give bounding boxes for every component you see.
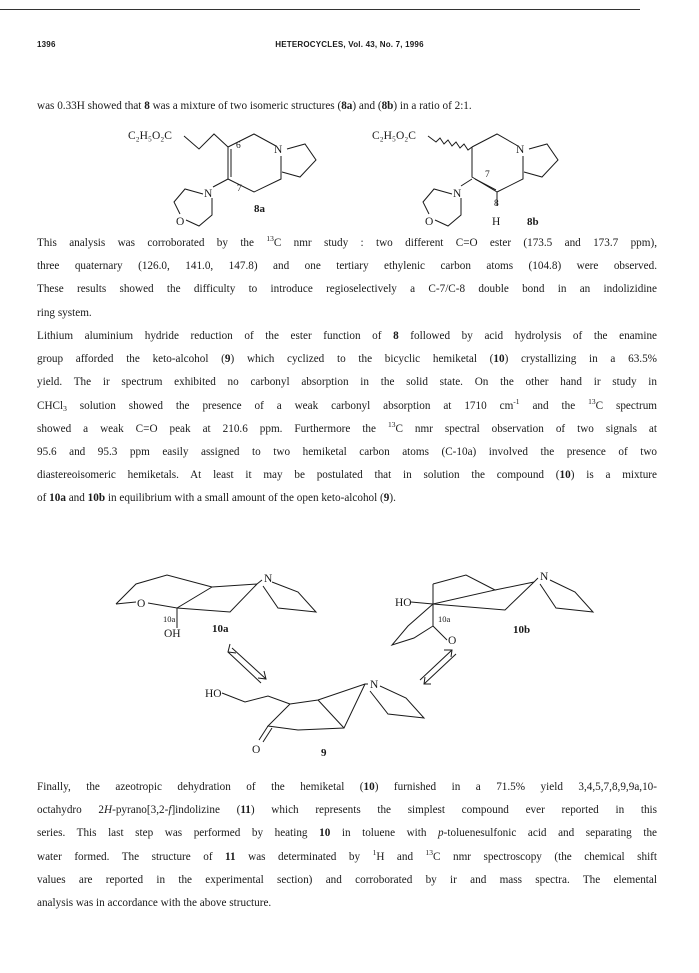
paragraph-2 xyxy=(37,232,657,325)
structure-8a xyxy=(128,130,316,228)
equilibrium-arrow-left xyxy=(228,644,266,683)
para3-line-1: Lithium aluminium hydride reduction of the ester function of 8 followed by acid hydrolysis of the enamine xyxy=(37,330,658,342)
structure-9 xyxy=(205,679,424,759)
para2-line-3: These results showed the difficulty to introduce regioselectively a C-7/C-8 double bond in an indolizidine xyxy=(37,283,657,296)
locant-10a: 10a xyxy=(163,614,176,624)
hydroxyl-group: HO xyxy=(205,688,222,700)
compound-label-10a: 10a xyxy=(212,623,229,635)
para3-line-7: diastereoisomeric hemiketals. At least it may be postulated that in solution the compound (10) is a mixture xyxy=(37,469,658,482)
hydroxyl-group: OH xyxy=(164,628,181,640)
ester-group: C₂H₅O₂C xyxy=(128,130,172,142)
locant-10a: 10a xyxy=(438,614,451,624)
locant-7: 7 xyxy=(485,170,490,180)
hydrogen-atom: H xyxy=(492,216,501,228)
ring-oxygen: O xyxy=(448,635,457,647)
para2-line-2: three quaternary (126.0, 141.0, 147.8) and one tertiary ethylenic carbon atoms (104.8) were observed. xyxy=(37,260,657,273)
para4-line-2: octahydro 2H-pyrano[3,2-f]indolizine (11) which represents the simplest compound ever reported in this xyxy=(37,804,658,817)
morpholine-nitrogen: N xyxy=(453,188,462,200)
structure-8b xyxy=(372,130,558,228)
ring-nitrogen: N xyxy=(274,144,283,156)
top-rule xyxy=(0,9,640,10)
ring-nitrogen: N xyxy=(540,571,549,583)
ester-group: C₂H₅O₂C xyxy=(372,130,416,142)
paragraph-1 xyxy=(37,95,657,118)
compound-label-8b: 8b xyxy=(527,216,539,228)
ring-oxygen: O xyxy=(137,598,146,610)
para3-line-5: showed a weak C=O peak at 210.6 ppm. Furthermore the $^{13}$C nmr spectral observation of two signals at xyxy=(37,419,657,435)
hydroxyl-group: HO xyxy=(395,597,412,609)
para3-line-4: CHCl$_3$ solution showed the presence of a weak carbonyl absorption at 1710 $cm^{-1}$ and the $^{13}$C spectrum xyxy=(37,396,657,413)
running-header: HETEROCYCLES, Vol. 43, No. 7, 1996 xyxy=(275,40,424,49)
structure-10a xyxy=(116,573,316,640)
morpholine-oxygen: O xyxy=(425,216,434,228)
carbonyl-oxygen: O xyxy=(252,744,261,756)
structure-10b xyxy=(392,571,593,647)
locant-6: 6 xyxy=(236,141,241,151)
para4-line-6: analysis was in accordance with the above structure. xyxy=(37,896,272,909)
morpholine-nitrogen: N xyxy=(204,188,213,200)
para4-line-3: series. This last step was performed by heating 10 in toluene with p-toluenesulfonic acid and separating the xyxy=(37,827,657,840)
para3-line-2: group afforded the keto-alcohol (9) which cyclized to the bicyclic hemiketal (10) crystallizing in a 63.5% xyxy=(37,353,657,366)
paragraph-3 xyxy=(37,325,657,511)
locant-7: 7 xyxy=(237,184,242,194)
compound-label-10b: 10b xyxy=(513,624,531,636)
para3-line-3: yield. The ir spectrum exhibited no carbonyl absorption in the solid state. On the other hand ir study in xyxy=(37,376,657,389)
para2-line-4: ring system. xyxy=(37,306,92,319)
compound-label-8a: 8a xyxy=(254,203,265,215)
paragraph-4 xyxy=(37,776,657,915)
scheme-10a-10b-9 xyxy=(0,562,699,812)
para4-line-1: Finally, the azeotropic dehydration of the hemiketal (10) furnished in a 71.5% yield 3,4,5,7,8,9,9a,10- xyxy=(37,781,657,793)
para3-line-8: of 10a and 10b in equilibrium with a small amount of the open keto-alcohol (9). xyxy=(37,492,396,505)
equilibrium-arrow-right xyxy=(420,650,456,684)
page-number: 1396 xyxy=(37,40,56,49)
para3-line-6: 95.6 and 95.3 ppm easily assigned to two hemiketal carbon atoms (C-10a) involved the presence of two xyxy=(37,445,657,458)
compound-label-9: 9 xyxy=(321,747,327,759)
para1-line: was 0.33H showed that 8 was a mixture of two isomeric structures (8a) and (8b) in a ratio of 2:1. xyxy=(37,100,472,112)
ring-nitrogen: N xyxy=(370,679,379,691)
morpholine-oxygen: O xyxy=(176,216,185,228)
locant-8: 8 xyxy=(494,199,499,209)
para4-line-5: values are reported in the experimental section) and corroborated by ir and mass spectra. The elemental xyxy=(37,873,657,886)
ring-nitrogen: N xyxy=(516,144,525,156)
para2-line-1: This analysis was corroborated by the $^{13}$C nmr study : two different C=O ester (173.5 and 173.7 ppm), xyxy=(37,234,657,249)
ring-nitrogen: N xyxy=(264,573,273,585)
para4-line-4: water formed. The structure of 11 was determinated by $^1$H and $^{13}$C nmr spectroscopy (the chemical shift xyxy=(37,847,658,863)
